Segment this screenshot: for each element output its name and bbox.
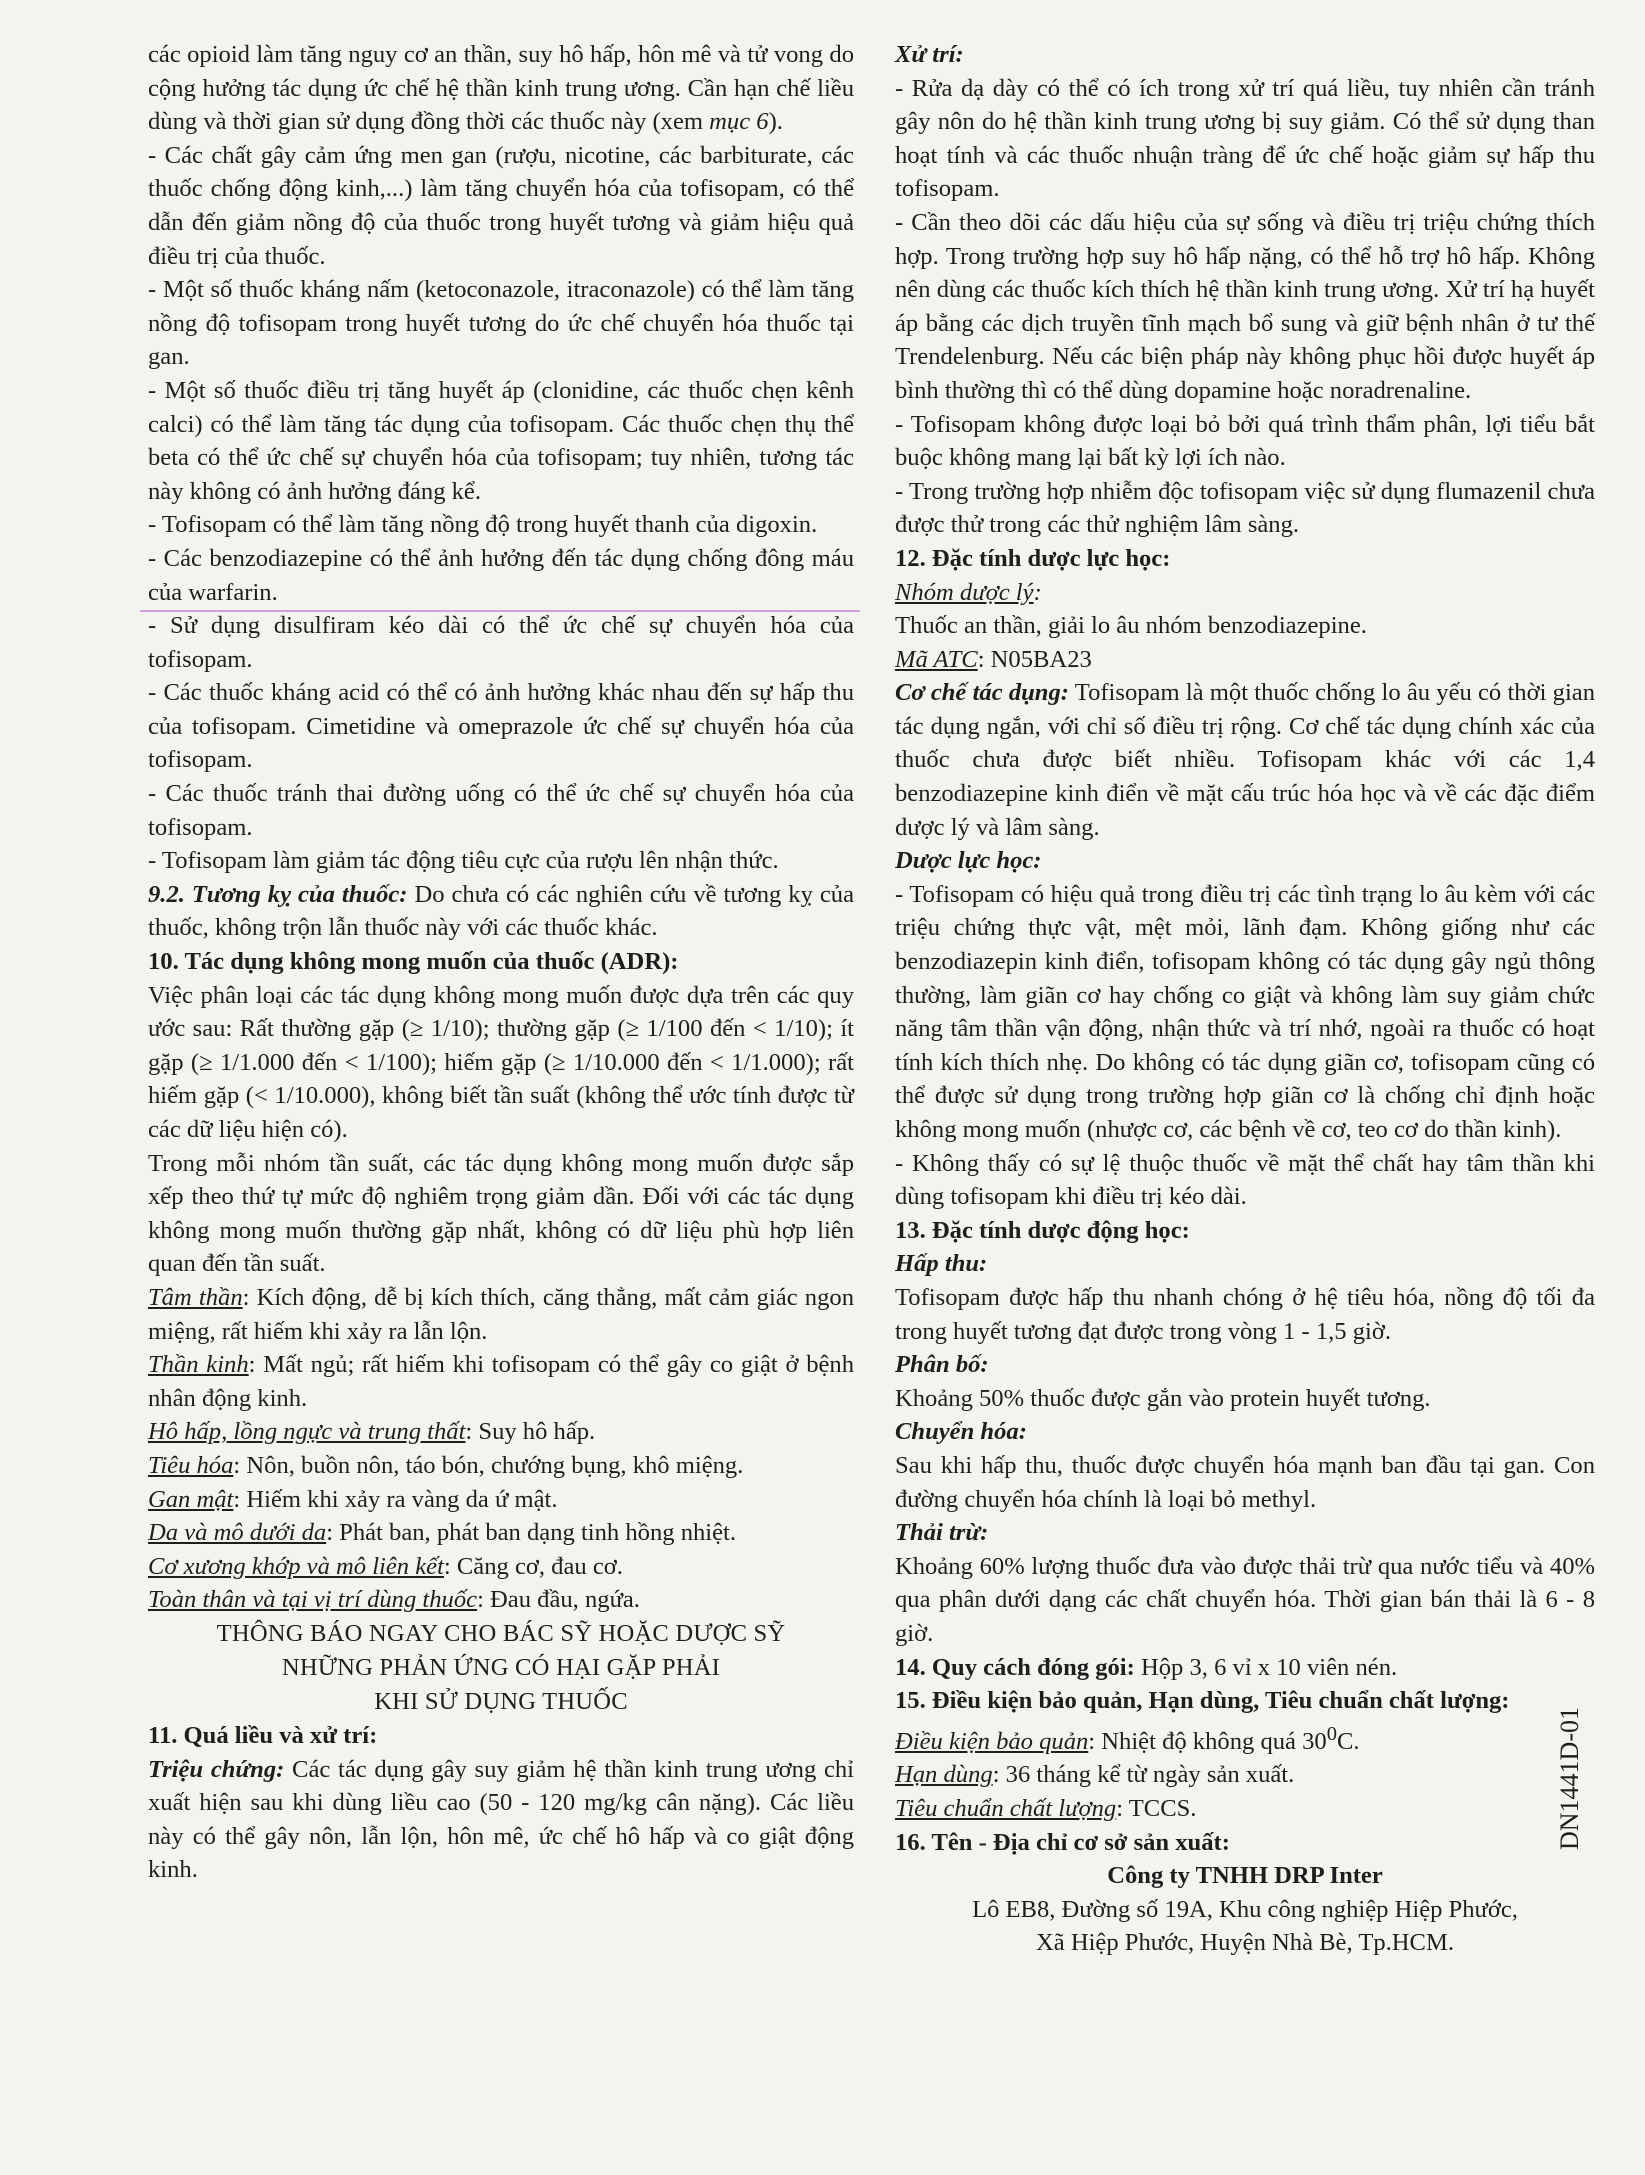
right-column (895, 38, 1595, 1960)
treatment-gastric-lavage: - Rửa dạ dày có thể có ích trong xử trí quá liều, tuy nhiên cần tránh gây nôn do hệ thần kinh trung ương bị suy giảm. Có thể sử dụng than hoạt tính và các thuốc nhuận tràng để ức chế hoặc giảm sự hấp thu tofisopam. (895, 74, 1595, 203)
section-12-heading: 12. Đặc tính dược lực học: (895, 544, 1171, 572)
metabolism-text: Sau khi hấp thu, thuốc được chuyển hóa mạnh ban đầu tại gan. Con đường chuyển hóa chính là loại bỏ methyl. (895, 1451, 1595, 1513)
adr-warning-notice: THÔNG BÁO NGAY CHO BÁC SỸ HOẶC DƯỢC SỸ NHỮNG PHẢN ỨNG CÓ HẠI GẶP PHẢI KHI SỬ DỤNG THUỐC (216, 1619, 786, 1715)
section-9-2: 9.2. Tương kỵ của thuốc: Do chưa có các nghiên cứu về tương kỵ của thuốc, không trộn lẫn thuốc này với các thuốc khác. (148, 880, 854, 942)
section-14: 14. Quy cách đóng gói: Hộp 3, 6 vỉ x 10 viên nén. (895, 1653, 1398, 1681)
section-15-heading: 15. Điều kiện bảo quản, Hạn dùng, Tiêu chuẩn chất lượng: (895, 1687, 1510, 1715)
manufacturer-name: Công ty TNHH DRP Inter (1107, 1862, 1383, 1890)
shelf-life: Hạn dùng: 36 tháng kể từ ngày sản xuất. (895, 1761, 1295, 1789)
adr-item: Tiêu hóa: Nôn, buồn nôn, táo bón, chướng bụng, khô miệng. (148, 1451, 744, 1479)
distribution-label: Phân bố: (895, 1351, 989, 1379)
interaction-opioid: các opioid làm tăng nguy cơ an thần, suy hô hấp, hôn mê và tử vong do cộng hưởng tác dụng ức chế hệ thần kinh trung ương. Cần hạn chế liều dùng và thời gian sử dụng đồng thời các thuốc này (xem mục 6). (148, 41, 854, 136)
pharmacologic-group-label: Nhóm dược lý: (895, 578, 1042, 606)
pharmacodynamics-label: Dược lực học: (895, 847, 1042, 875)
adr-item: Cơ xương khớp và mô liên kết: Căng cơ, đau cơ. (148, 1552, 623, 1580)
adr-item: Tâm thần: Kích động, dễ bị kích thích, căng thẳng, mất cảm giác ngon miệng, rất hiếm khi xảy ra lẫn lộn. (148, 1283, 854, 1345)
storage-condition: Điều kiện bảo quản: Nhiệt độ không quá $30^0C$. (895, 1722, 1360, 1755)
overdose-symptoms: Triệu chứng: Các tác dụng gây suy giảm hệ thần kinh trung ương chỉ xuất hiện sau khi dùng liều cao (50 - 120 mg/kg cân nặng). Các liều này có thể gây nôn, lẫn lộn, hôn mê, ức chế hô hấp và co giật động kinh. (148, 1755, 855, 1884)
mechanism-of-action: Cơ chế tác dụng: Tofisopam là một thuốc chống lo âu yếu có thời gian tác dụng ngắn, với chỉ số điều trị rộng. Cơ chế tác dụng chính xác của thuốc chưa được biết nhiều. Tofisopam khác với các 1,4 benzodiazepine kinh điển về mặt cấu trúc hóa học và về các đặc điểm dược lý và lâm sàng. (895, 679, 1595, 841)
interaction-warfarin: - Các benzodiazepine có thể ảnh hưởng đến tác dụng chống đông máu của warfarin. (148, 544, 854, 606)
interaction-contraceptives: - Các thuốc tránh thai đường uống có thể ức chế sự chuyển hóa của tofisopam. (148, 780, 854, 841)
treatment-dialysis: - Tofisopam không được loại bỏ bởi quá trình thẩm phân, lợi tiểu bắt buộc không mang lại bất kỳ lợi ích nào. (895, 410, 1595, 472)
adr-classification: Việc phân loại các tác dụng không mong muốn được dựa trên các quy ước sau: Rất thường gặp (≥ 1/10); thường gặp (≥ 1/100 đến < 1/10); ít gặp (≥ 1/1.000 đến < 1/100); hiếm gặp (≥ 1/10.000 đến < 1/1.000); rất hiếm gặp (< 1/10.000), không biết tần suất (không thể ước tính được từ các dữ liệu hiện có). (148, 981, 854, 1143)
treatment-monitoring: - Cần theo dõi các dấu hiệu của sự sống và điều trị triệu chứng thích hợp. Trong trường hợp suy hô hấp nặng, có thể hỗ trợ hô hấp. Không nên dùng các thuốc kích thích hệ thần kinh trung ương. Xử trí hạ huyết áp bằng các dịch truyền tĩnh mạch bổ sung và giữ bệnh nhân ở tư thế Trendelenburg. Nếu các biện pháp này không phục hồi được huyết áp bình thường thì có thể dùng dopamine hoặc noradrenaline. (895, 208, 1595, 404)
interaction-enzyme-inducers: - Các chất gây cảm ứng men gan (rượu, nicotine, các barbiturate, các thuốc chống động kinh,...) làm tăng chuyển hóa của tofisopam, có thể dẫn đến giảm nồng độ của thuốc trong huyết tương và giảm hiệu quả điều trị của thuốc. (148, 141, 854, 270)
interaction-alcohol: - Tofisopam làm giảm tác động tiêu cực của rượu lên nhận thức. (148, 847, 779, 875)
absorption-label: Hấp thu: (895, 1250, 988, 1278)
absorption-text: Tofisopam được hấp thu nhanh chóng ở hệ tiêu hóa, nồng độ tối đa trong huyết tương đạt được trong vòng 1 - 1,5 giờ. (895, 1283, 1595, 1345)
section-11-heading: 11. Quá liều và xử trí: (148, 1721, 378, 1749)
overdose-treatment-label: Xử trí: (895, 41, 964, 68)
atc-code: Mã ATC: N05BA23 (895, 645, 1092, 673)
adr-item: Gan mật: Hiếm khi xảy ra vàng da ứ mật. (148, 1485, 558, 1513)
pharmacodynamics-text: - Tofisopam có hiệu quả trong điều trị các tình trạng lo âu kèm với các triệu chứng thực vật, mệt mỏi, lãnh đạm. Không giống như các benzodiazepin kinh điển, tofisopam không có tác dụng gây ngủ thông thường, làm giãn cơ hay chống co giật và không làm suy giảm chức năng tâm thần vận động, nhận thức và trí nhớ, ngoài ra thuốc có hoạt tính kích thích nhẹ. Do không có tác dụng giãn cơ, tofisopam cũng có thể được sử dụng trong trường hợp giãn cơ là chống chỉ định hoặc không mong muốn (nhược cơ, các bệnh về cơ, teo cơ do thần kinh). (895, 880, 1595, 1143)
section-10-heading: 10. Tác dụng không mong muốn của thuốc (ADR): (148, 948, 679, 976)
distribution-text: Khoảng 50% thuốc được gắn vào protein huyết tương. (895, 1384, 1431, 1412)
interaction-antihypertensives: - Một số thuốc điều trị tăng huyết áp (clonidine, các thuốc chẹn kênh calci) có thể làm tăng tác dụng của tofisopam. Các thuốc chẹn thụ thể beta có thể ức chế sự chuyển hóa của tofisopam; tuy nhiên, tương tác này không có ảnh hưởng đáng kể. (148, 376, 854, 505)
section-16-heading: 16. Tên - Địa chỉ cơ sở sản xuất: (895, 1828, 1230, 1856)
adr-ordering: Trong mỗi nhóm tần suất, các tác dụng không mong muốn được sắp xếp theo thứ tự mức độ nghiêm trọng giảm dần. Đối với các tác dụng không mong muốn thường gặp nhất, không có dữ liệu phù hợp liên quan đến tần suất. (148, 1149, 854, 1278)
dependence-text: - Không thấy có sự lệ thuộc thuốc về mặt thể chất hay tâm thần khi dùng tofisopam khi điều trị kéo dài. (895, 1149, 1595, 1211)
manufacturer-address-line1: Lô EB8, Đường số 19A, Khu công nghiệp Hiệp Phước, (972, 1895, 1518, 1923)
quality-standard: Tiêu chuẩn chất lượng: TCCS. (895, 1795, 1197, 1823)
adr-item: Toàn thân và tại vị trí dùng thuốc: Đau đầu, ngứa. (148, 1586, 640, 1614)
left-column (148, 38, 854, 1887)
interaction-disulfiram: - Sử dụng disulfiram kéo dài có thể ức chế sự chuyển hóa của tofisopam. (148, 612, 854, 673)
metabolism-label: Chuyển hóa: (895, 1418, 1027, 1446)
section-13-heading: 13. Đặc tính dược động học: (895, 1216, 1190, 1244)
interaction-antifungals: - Một số thuốc kháng nấm (ketoconazole, itraconazole) có thể làm tăng nồng độ tofisopam trong huyết tương do ức chế chuyển hóa thuốc tại gan. (148, 276, 854, 371)
adr-item: Da và mô dưới da: Phát ban, phát ban dạng tinh hồng nhiệt. (148, 1519, 737, 1547)
pharmacologic-group: Thuốc an thần, giải lo âu nhóm benzodiazepine. (895, 612, 1367, 640)
adr-item: Thần kinh: Mất ngủ; rất hiếm khi tofisopam có thể gây co giật ở bệnh nhân động kinh. (148, 1351, 854, 1412)
adr-item: Hô hấp, lồng ngực và trung thất: Suy hô hấp. (148, 1418, 596, 1446)
interaction-digoxin: - Tofisopam có thể làm tăng nồng độ trong huyết thanh của digoxin. (148, 511, 818, 539)
interaction-antacids: - Các thuốc kháng acid có thể có ảnh hưởng khác nhau đến sự hấp thu của tofisopam. Cimetidine và omeprazole ức chế sự chuyển hóa của tofisopam. (148, 679, 854, 774)
document-code: DN1441D-01 (1555, 1707, 1584, 1850)
treatment-flumazenil: - Trong trường hợp nhiễm độc tofisopam việc sử dụng flumazenil chưa được thử trong các thử nghiệm lâm sàng. (895, 477, 1595, 539)
excretion-label: Thải trừ: (895, 1519, 989, 1547)
excretion-text: Khoảng 60% lượng thuốc đưa vào được thải trừ qua nước tiểu và 40% qua phân dưới dạng các chất chuyển hóa. Thời gian bán thải là 6 - 8 giờ. (895, 1552, 1595, 1647)
manufacturer-address-line2: Xã Hiệp Phước, Huyện Nhà Bè, Tp.HCM. (1036, 1929, 1454, 1957)
